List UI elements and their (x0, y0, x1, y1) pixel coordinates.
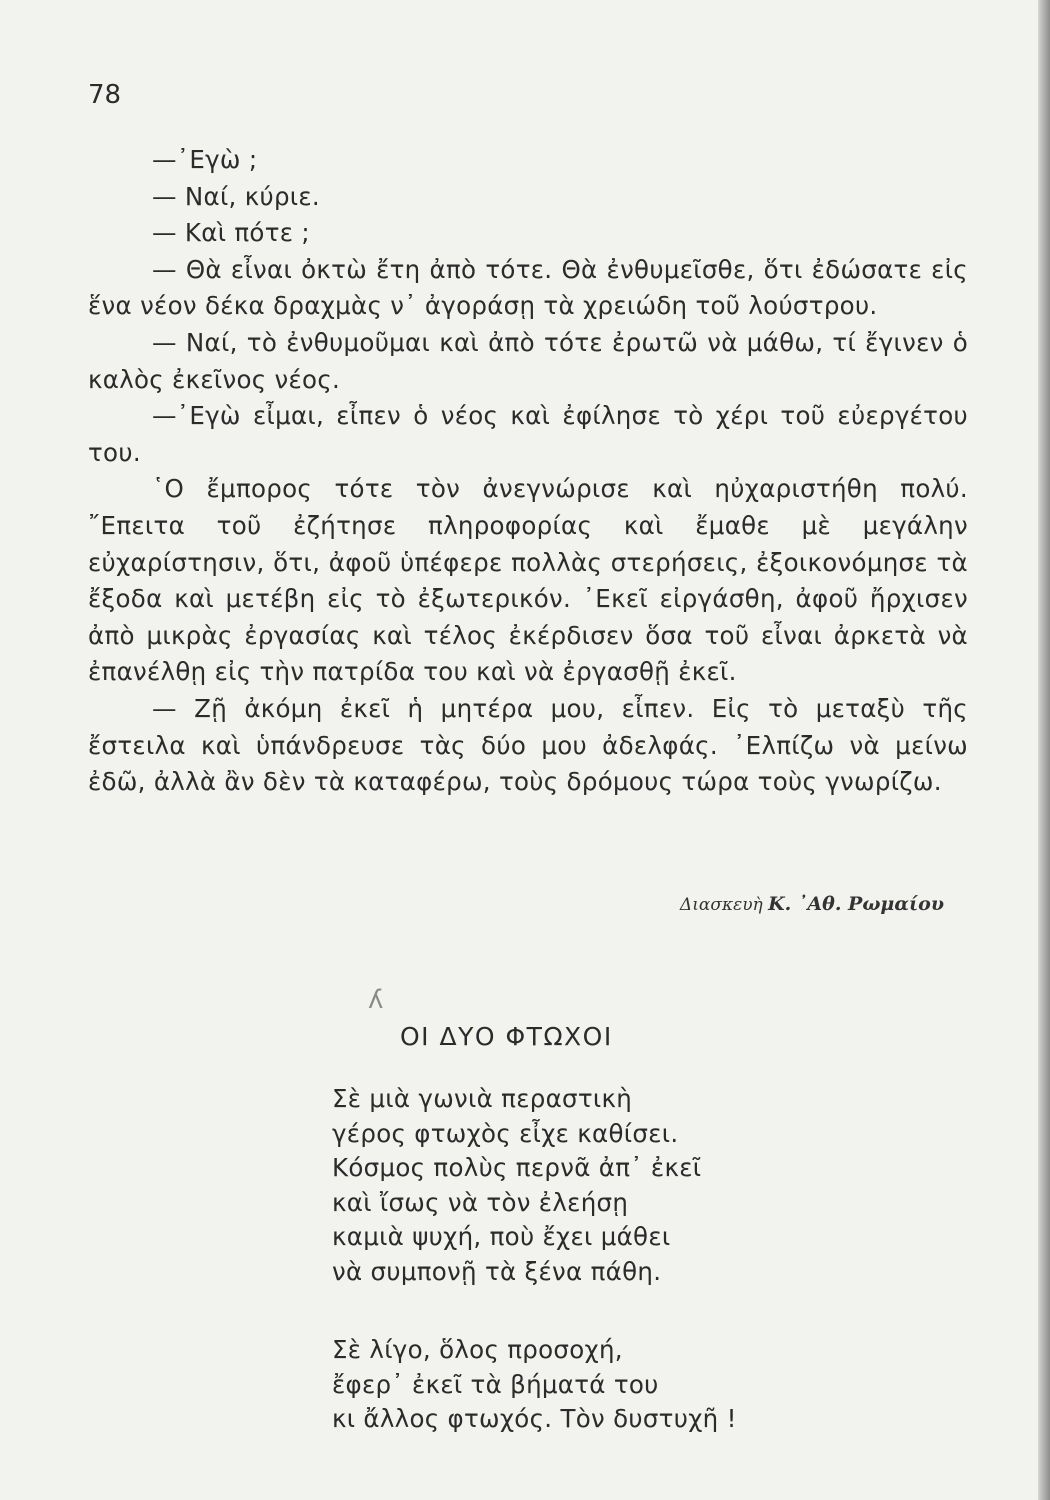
attribution-author: Κ. ᾽Αθ. Ρωμαίου (768, 893, 944, 915)
paragraph: —᾽Εγὼ ; (152, 145, 258, 174)
attribution (560, 893, 944, 915)
page-number: 78 (88, 80, 122, 110)
paragraph: —᾽Εγὼ εἶμαι, εἶπεν ὁ νέος καὶ ἐφίλησε τὸ χέρι τοῦ εὐεργέτου του. (88, 401, 968, 467)
poem-line: καὶ ἴσως νὰ τὸν ἐλεήσῃ (332, 1187, 629, 1217)
poem-line: Σὲ μιὰ γωνιὰ περαστικὴ (332, 1084, 633, 1113)
paragraph: ῾Ο ἔμπορος τότε τὸν ἀνεγνώρισε καὶ ηὐχαριστήθη πολύ. ῎Επειτα τοῦ ἐζήτησε πληροφορίας καὶ ἔμαθε μὲ μεγάλην εὐχαρίστησιν, ὅτι, ἀφοῦ ὑπέφερε πολλὰς στερήσεις, ἐξοικονόμησε τὰ ἔξοδα καὶ μετέβη εἰς τὸ ἐξωτερικόν. ᾽Εκεῖ εἰργάσθη, ἀφοῦ ἤρχισεν ἀπὸ μικρὰς ἐργασίας καὶ τέλος ἐκέρδισεν ὅσα τοῦ εἶναι ἀρκετὰ νὰ ἐπανέλθῃ εἰς τὴν πατρίδα του καὶ νὰ ἐργασθῇ ἐκεῖ. (88, 474, 968, 687)
poem-stanza (332, 1082, 832, 1290)
poem-line: Σὲ λίγο, ὅλος προσοχή, (332, 1335, 623, 1364)
poem-line: γέρος φτωχὸς εἶχε καθίσει. (332, 1118, 679, 1148)
paragraph: — Ναί, τὸ ἐνθυμοῦμαι καὶ ἀπὸ τότε ἐρωτῶ νὰ μάθω, τί ἔγινεν ὁ καλὸς ἐκεῖνος νέος. (88, 327, 968, 394)
poem-line: καμιὰ ψυχή, ποὺ ἔχει μάθει (332, 1222, 671, 1252)
poem-line: Κόσμος πολὺς περνᾶ ἀπ᾽ ἐκεῖ (332, 1153, 702, 1183)
poem-line: κι ἄλλος φτωχός. Τὸν δυστυχῆ ! (332, 1404, 737, 1434)
margin-mark: ʎ (368, 985, 384, 1015)
page-binding-edge (1038, 0, 1050, 1500)
paragraph: — Ναί, κύριε. (152, 181, 321, 211)
story-text (88, 142, 968, 801)
paragraph: — Θὰ εἶναι ὀκτὼ ἔτη ἀπὸ τότε. Θὰ ἐνθυμεῖσθε, ὅτι ἐδώσατε εἰς ἕνα νέον δέκα δραχμὰς ν᾽ ἀγοράσῃ τὰ χρειώδη τοῦ λούστρου. (88, 254, 968, 321)
poem-stanza (332, 1333, 832, 1437)
paragraph: — Καὶ πότε ; (152, 218, 310, 248)
poem-line: νὰ συμπονῇ τὰ ξένα πάθη. (332, 1256, 662, 1286)
attribution-prefix: Διασκευὴ (679, 895, 763, 915)
paragraph: — Ζῇ ἀκόμη ἐκεῖ ἡ μητέρα μου, εἶπεν. Εἰς τὸ μεταξὺ τῆς ἔστειλα καὶ ὑπάνδρευσε τὰς δύο μου ἀδελφάς. ᾽Ελπίζω νὰ μείνω ἐδῶ, ἀλλὰ ἂν δὲν τὰ καταφέρω, τοὺς δρόμους τώρα τοὺς γνωρίζω. (88, 693, 968, 797)
poem-line: ἔφερ᾽ ἐκεῖ τὰ βήματά του (332, 1369, 659, 1399)
poem-title: ΟΙ ΔΥΟ ΦΤΩΧΟΙ (400, 1022, 613, 1051)
